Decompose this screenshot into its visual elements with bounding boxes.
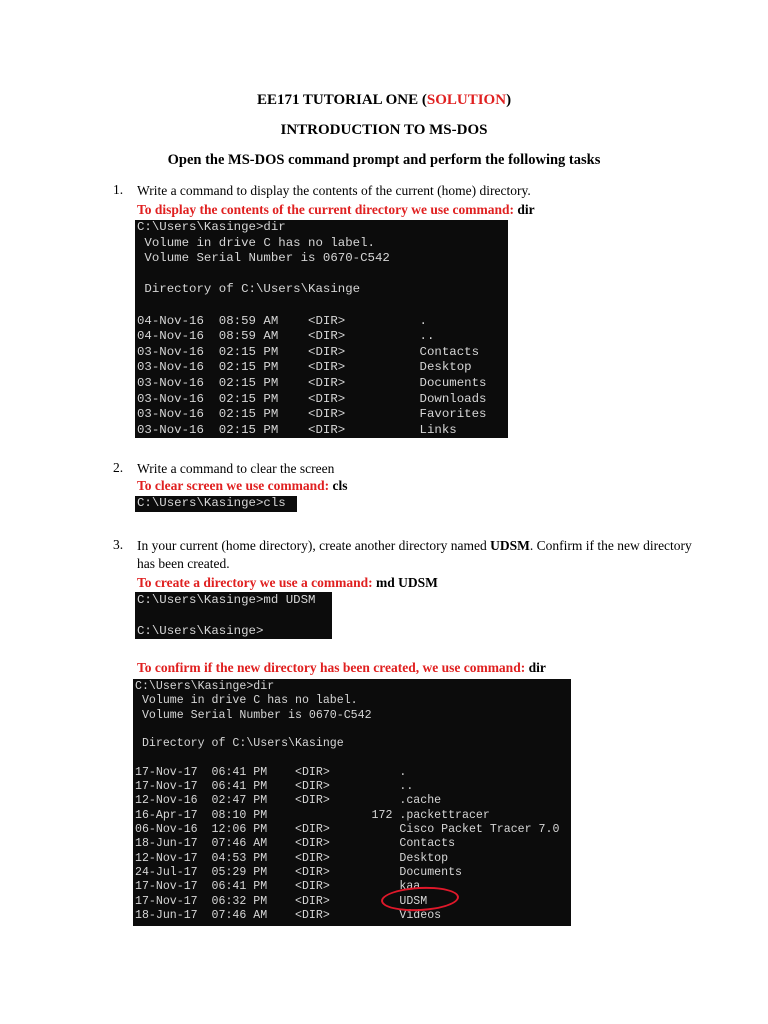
terminal-line: Volume Serial Number is 0670-C542	[135, 708, 372, 722]
question-3-text-prefix: In your current (home directory), create another directory named	[137, 538, 491, 553]
terminal-line: 03-Nov-16 02:15 PM <DIR> Documents	[137, 376, 487, 390]
terminal-line: C:\Users\Kasinge>	[137, 623, 264, 638]
terminal-line: 03-Nov-16 02:15 PM <DIR> Downloads	[137, 391, 487, 406]
confirm-cmd: dir	[528, 660, 546, 675]
terminal-3	[135, 592, 332, 639]
terminal-line: 18-Jun-17 07:46 AM <DIR> Contacts	[135, 837, 456, 851]
terminal-2	[135, 496, 297, 512]
terminal-line: 16-Apr-17 08:10 PM 172 .packettracer	[135, 808, 490, 822]
question-2-text: Write a command to clear the screen	[137, 461, 335, 476]
answer-1	[137, 202, 535, 218]
terminal-line: 06-Nov-16 12:06 PM <DIR> Cisco Packet Tracer 7.0	[135, 823, 560, 836]
terminal-line: 18-Jun-17 07:46 AM <DIR> Videos	[135, 908, 442, 922]
terminal-1	[135, 220, 508, 438]
answer-2-label: To clear screen we use command:	[137, 478, 330, 493]
terminal-line: 24-Jul-17 05:29 PM <DIR> Documents	[135, 865, 462, 879]
terminal-line: 17-Nov-17 06:41 PM <DIR> ..	[135, 780, 414, 794]
answer-1-cmd: dir	[517, 202, 535, 217]
question-3-text	[137, 537, 697, 573]
instruction: Open the MS-DOS command prompt and perform the following tasks	[167, 152, 601, 168]
question-1-number: 1.	[113, 182, 124, 197]
title-prefix: EE171 TUTORIAL ONE (	[256, 92, 427, 108]
terminal-line: 03-Nov-16 02:15 PM <DIR> Links	[137, 422, 457, 437]
terminal-line: 04-Nov-16 08:59 AM <DIR> ..	[137, 329, 435, 344]
terminal-line: 17-Nov-17 06:41 PM <DIR> .	[135, 765, 407, 779]
title-highlight: SOLUTION	[426, 92, 507, 108]
answer-3-label: To create a directory we use a command:	[137, 575, 373, 590]
terminal-line: 04-Nov-16 08:59 AM <DIR> .	[137, 313, 427, 328]
answer-2	[137, 478, 347, 494]
terminal-line: 12-Nov-16 02:47 PM <DIR> .cache	[135, 794, 442, 808]
question-2-number: 2.	[113, 460, 124, 475]
terminal-line: C:\Users\Kasinge>dir	[135, 680, 275, 693]
terminal-line: 03-Nov-16 02:15 PM <DIR> Contacts	[137, 344, 480, 359]
terminal-line: 03-Nov-16 02:15 PM <DIR> Desktop	[137, 360, 472, 375]
terminal-line: Directory of C:\Users\Kasinge	[137, 282, 361, 297]
terminal-line: Volume in drive C has no label.	[135, 694, 358, 708]
confirm-label: To confirm if the new directory has been created, we use command:	[137, 660, 526, 675]
terminal-line: C:\Users\Kasinge>dir	[137, 220, 286, 234]
question-1-text: Write a command to display the contents of the current (home) directory.	[137, 183, 531, 198]
confirm-answer	[137, 660, 546, 676]
question-3-number: 3.	[113, 537, 124, 552]
terminal-line: 17-Nov-17 06:32 PM <DIR> UDSM	[135, 894, 428, 908]
answer-1-label: To display the contents of the current directory we use command:	[137, 202, 514, 217]
terminal-line: Volume in drive C has no label.	[137, 235, 375, 250]
terminal-line: Directory of C:\Users\Kasinge	[135, 737, 344, 751]
terminal-line: C:\Users\Kasinge>md UDSM	[137, 593, 316, 607]
answer-2-cmd: cls	[332, 478, 348, 493]
terminal-line: 03-Nov-16 02:15 PM <DIR> Favorites	[137, 407, 487, 422]
page-title	[0, 92, 768, 109]
answer-3	[137, 575, 438, 591]
terminal-line: 12-Nov-17 04:53 PM <DIR> Desktop	[135, 851, 449, 865]
question-3-text-suffix: . Confirm if the new directory has been created.	[137, 538, 692, 571]
title-suffix: )	[506, 92, 512, 108]
terminal-line: C:\Users\Kasinge>cls	[137, 496, 286, 510]
terminal-line: 17-Nov-17 06:41 PM <DIR> kaa	[135, 880, 421, 894]
terminal-4	[133, 679, 571, 926]
question-3-text-bold: UDSM	[490, 538, 530, 553]
terminal-line: Volume Serial Number is 0670-C542	[137, 251, 390, 266]
page-subtitle: INTRODUCTION TO MS-DOS	[280, 122, 488, 138]
answer-3-cmd: md UDSM	[375, 575, 438, 590]
